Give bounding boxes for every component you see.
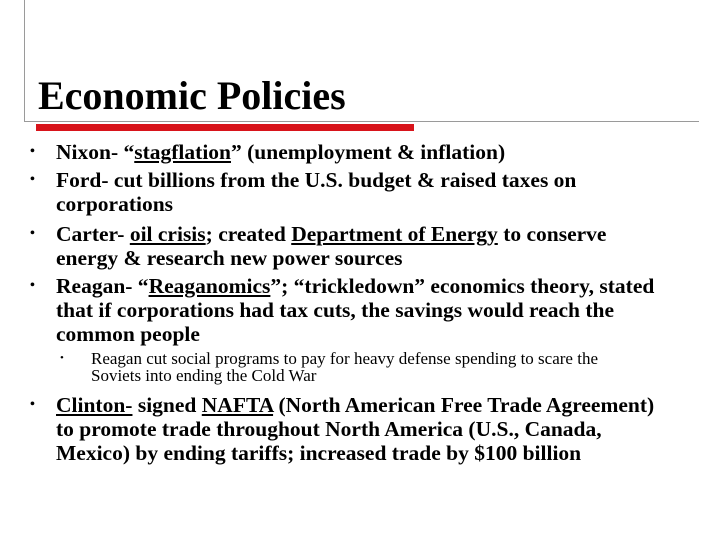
bullet-dot-icon: • [30,172,35,187]
frame-line-horizontal [24,121,699,122]
sub-bullet-text: Reagan cut social programs to pay for heavy defense spending to scare the Soviets into ending the Cold War [91,349,598,385]
bullet-dot-icon: • [30,397,35,412]
bullet-text: Reagan- “Reaganomics”; “trickledown” economics theory, stated that if corporations had tax cuts, the savings would reach the common people [56,274,655,346]
slide-title: Economic Policies [38,73,346,118]
bullet-text: Nixon- “stagflation” (unemployment & inflation) [56,140,506,164]
bullet-dot-icon: • [30,144,35,159]
bullet-dot-icon: • [60,352,64,364]
bullet-dot-icon: • [30,278,35,293]
frame-line-vertical [24,0,25,122]
bullet-text: Ford- cut billions from the U.S. budget & raised taxes on corporations [56,168,577,216]
bullet-text: Carter- oil crisis; created Department of Energy to conserve energy & research new power sources [56,222,607,270]
bullet-text: Clinton- signed NAFTA (North American Free Trade Agreement) to promote trade throughout North America (U.S., Canada, Mexico) by ending tariffs; increased trade by $100 billion [56,393,655,465]
title-accent-bar [36,124,414,131]
bullet-dot-icon: • [30,226,35,241]
